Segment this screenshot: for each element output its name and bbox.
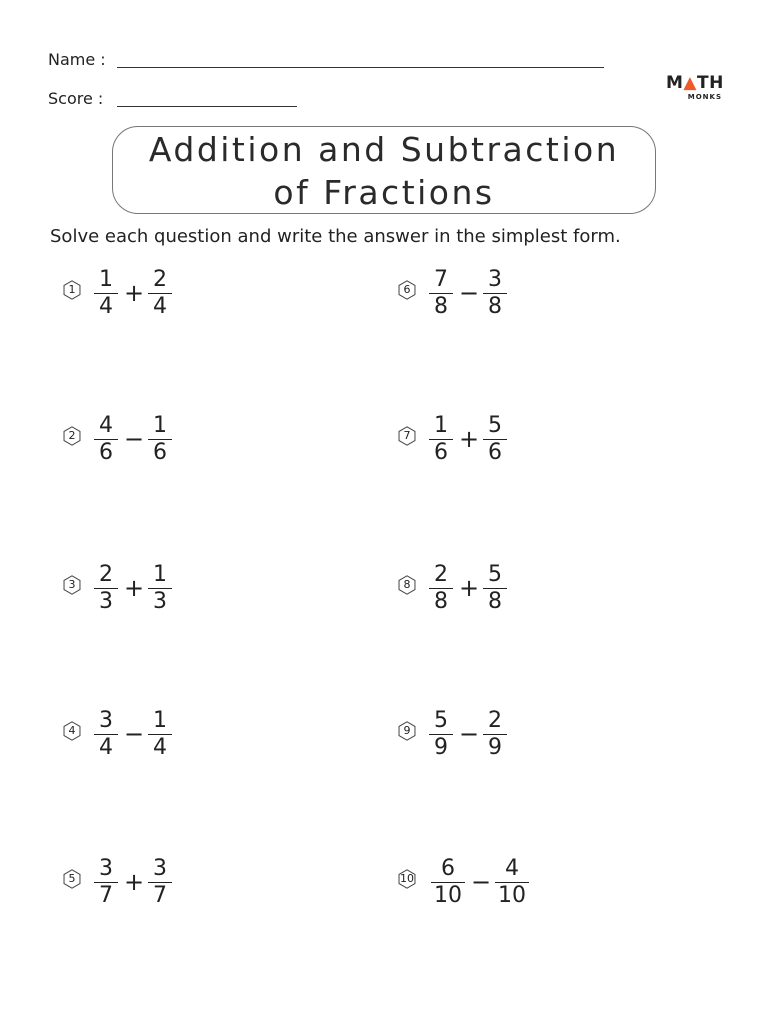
problem-7 — [397, 414, 617, 470]
denominator: 8 — [488, 589, 502, 614]
fraction-b — [148, 268, 172, 319]
fraction-a — [429, 414, 453, 465]
problem-number-badge — [62, 721, 82, 741]
problem-number-badge — [62, 280, 82, 300]
operator: + — [124, 574, 145, 602]
operator: + — [124, 868, 145, 896]
problem-5 — [62, 857, 282, 913]
numerator: 2 — [488, 708, 502, 733]
numerator: 1 — [153, 413, 167, 438]
problem-number-badge — [397, 575, 417, 595]
operator: − — [471, 868, 492, 896]
problem-number-badge — [397, 721, 417, 741]
fraction-b — [495, 857, 529, 908]
problem-number: 3 — [68, 578, 76, 591]
numerator: 5 — [488, 413, 502, 438]
numerator: 3 — [488, 267, 502, 292]
problem-2 — [62, 414, 282, 470]
fraction-a — [431, 857, 465, 908]
fraction-b — [483, 414, 507, 465]
numerator: 1 — [99, 267, 113, 292]
operator: − — [459, 720, 480, 748]
numerator: 3 — [153, 856, 167, 881]
denominator: 6 — [488, 440, 502, 465]
math-monks-logo — [666, 74, 722, 101]
problem-4 — [62, 709, 282, 765]
problem-number: 6 — [403, 283, 411, 296]
score-field-line[interactable] — [117, 106, 297, 107]
problem-3 — [62, 563, 282, 619]
score-label: Score : — [48, 89, 104, 108]
denominator: 4 — [99, 735, 113, 760]
denominator: 4 — [99, 294, 113, 319]
denominator: 6 — [434, 440, 448, 465]
numerator: 3 — [99, 708, 113, 733]
denominator: 8 — [434, 294, 448, 319]
numerator: 1 — [434, 413, 448, 438]
numerator: 5 — [488, 562, 502, 587]
title-line-1: Addition and Subtraction — [148, 130, 620, 169]
instructions: Solve each question and write the answer in the simplest form. — [50, 226, 621, 247]
problem-number-badge — [62, 426, 82, 446]
fraction-a — [429, 268, 453, 319]
denominator: 3 — [99, 589, 113, 614]
problem-1 — [62, 268, 282, 324]
fraction-b — [148, 857, 172, 908]
denominator: 4 — [153, 735, 167, 760]
fraction-a — [94, 563, 118, 614]
problem-number-badge — [62, 575, 82, 595]
problem-9 — [397, 709, 617, 765]
numerator: 3 — [99, 856, 113, 881]
fraction-a — [94, 268, 118, 319]
fraction-b — [483, 563, 507, 614]
logo-wordmark: M▲TH — [666, 73, 724, 93]
numerator: 6 — [441, 856, 455, 881]
problem-number: 1 — [68, 283, 76, 296]
denominator: 6 — [153, 440, 167, 465]
denominator: 8 — [434, 589, 448, 614]
fraction-a — [94, 414, 118, 465]
problem-number: 5 — [68, 872, 76, 885]
numerator: 7 — [434, 267, 448, 292]
numerator: 2 — [99, 562, 113, 587]
name-field-line[interactable] — [117, 67, 604, 68]
problem-number-badge — [397, 280, 417, 300]
denominator: 8 — [488, 294, 502, 319]
fraction-b — [148, 414, 172, 465]
denominator: 6 — [99, 440, 113, 465]
denominator: 7 — [153, 883, 167, 908]
denominator: 3 — [153, 589, 167, 614]
fraction-a — [94, 857, 118, 908]
title-line-2: of Fractions — [273, 173, 495, 212]
operator: − — [124, 425, 145, 453]
problem-number-badge — [62, 869, 82, 889]
problem-number: 8 — [403, 578, 411, 591]
problem-8 — [397, 563, 617, 619]
operator: + — [459, 574, 480, 602]
problem-6 — [397, 268, 617, 324]
fraction-b — [483, 709, 507, 760]
logo-subtext: MONKS — [687, 93, 722, 101]
numerator: 1 — [153, 562, 167, 587]
triangle-icon: ▲ — [683, 73, 697, 93]
numerator: 1 — [153, 708, 167, 733]
denominator: 10 — [498, 883, 526, 908]
denominator: 4 — [153, 294, 167, 319]
title-box — [112, 126, 656, 214]
denominator: 9 — [434, 735, 448, 760]
fraction-b — [483, 268, 507, 319]
denominator: 7 — [99, 883, 113, 908]
problem-number-badge — [397, 426, 417, 446]
operator: + — [124, 279, 145, 307]
denominator: 9 — [488, 735, 502, 760]
operator: − — [124, 720, 145, 748]
numerator: 4 — [99, 413, 113, 438]
numerator: 2 — [153, 267, 167, 292]
denominator: 10 — [434, 883, 462, 908]
problem-number-badge — [397, 869, 417, 889]
fraction-a — [429, 563, 453, 614]
operator: + — [459, 425, 480, 453]
problem-number: 10 — [400, 872, 414, 885]
problem-10 — [397, 857, 617, 913]
numerator: 2 — [434, 562, 448, 587]
fraction-a — [429, 709, 453, 760]
problem-number: 2 — [68, 429, 76, 442]
fraction-a — [94, 709, 118, 760]
numerator: 5 — [434, 708, 448, 733]
name-label: Name : — [48, 50, 106, 69]
problem-number: 7 — [403, 429, 411, 442]
operator: − — [459, 279, 480, 307]
fraction-b — [148, 709, 172, 760]
numerator: 4 — [505, 856, 519, 881]
problem-number: 4 — [68, 724, 76, 737]
fraction-b — [148, 563, 172, 614]
problem-number: 9 — [403, 724, 411, 737]
